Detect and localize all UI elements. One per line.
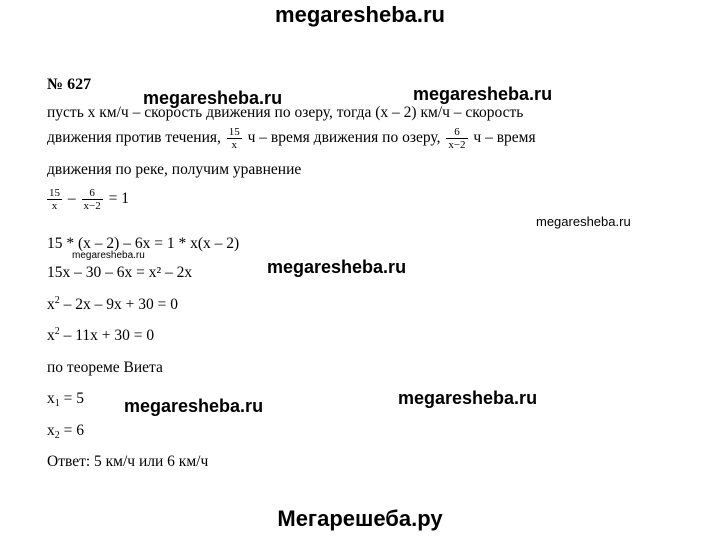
step-4 [47, 327, 154, 345]
step-4-var: x [47, 327, 55, 344]
root-2-index: 2 [54, 430, 60, 441]
step-3-rest: – 2x – 9x + 30 = 0 [59, 296, 178, 313]
text-line-2 [47, 126, 536, 151]
eq-frac2-denominator: x−2 [83, 200, 101, 212]
fraction-6-over-x-2 [446, 126, 467, 151]
watermark: megaresheba.ru [72, 250, 145, 261]
step-3-var: x [47, 296, 55, 313]
problem-number: № 627 [47, 76, 92, 93]
frac1-numerator: 15 [228, 126, 240, 138]
text-line-3: движения по реке, получим уравнение [47, 161, 302, 178]
text-line-2b: ч – время движения по озеру, [247, 129, 441, 147]
frac2-denominator: x−2 [448, 139, 466, 151]
root-1 [47, 390, 84, 408]
watermark: megaresheba.ru [536, 214, 631, 229]
eq-fraction-15-over-x [47, 187, 62, 212]
step-3 [47, 296, 178, 314]
watermark: megaresheba.ru [398, 388, 538, 408]
root-2-value: = 6 [59, 422, 84, 439]
watermark: megaresheba.ru [413, 84, 553, 104]
watermark: megaresheba.ru [143, 88, 283, 108]
root-1-var: x [47, 390, 55, 407]
step-1: 15 * (x – 2) – 6x = 1 * x(x – 2) [47, 235, 240, 252]
watermark: megaresheba.ru [267, 257, 407, 277]
eq-frac2-numerator: 6 [82, 187, 103, 200]
eq-rhs: = 1 [108, 190, 129, 208]
text-line-2c: ч – время [473, 129, 536, 147]
site-footer: Мегарешеба.ру [277, 506, 443, 531]
root-1-value: = 5 [59, 390, 84, 407]
step-4-power: 2 [54, 326, 60, 337]
root-2-var: x [47, 422, 55, 439]
fraction-15-over-x [227, 126, 242, 151]
step-3-power: 2 [54, 295, 60, 306]
equation [47, 187, 129, 212]
eq-frac1-denominator: x [51, 200, 58, 212]
answer: Ответ: 5 км/ч или 6 км/ч [47, 453, 209, 470]
frac2-numerator: 6 [446, 126, 467, 139]
root-1-index: 1 [54, 398, 60, 409]
vieta-text: по теореме Виета [47, 359, 163, 376]
eq-fraction-6-over-x-2 [82, 187, 103, 212]
step-2: 15x – 30 – 6x = x² – 2x [47, 264, 193, 281]
watermark: megaresheba.ru [124, 396, 264, 416]
root-2 [47, 422, 84, 440]
eq-minus: – [67, 190, 76, 208]
step-4-rest: – 11x + 30 = 0 [59, 327, 155, 344]
text-line-1: пусть x км/ч – скорость движения по озеру, тогда (x – 2) км/ч – скорость [47, 104, 524, 121]
text-line-2a: движения против течения, [47, 129, 221, 147]
site-header: megaresheba.ru [275, 2, 445, 27]
eq-frac1-numerator: 15 [49, 187, 60, 199]
frac1-denominator: x [231, 139, 237, 151]
